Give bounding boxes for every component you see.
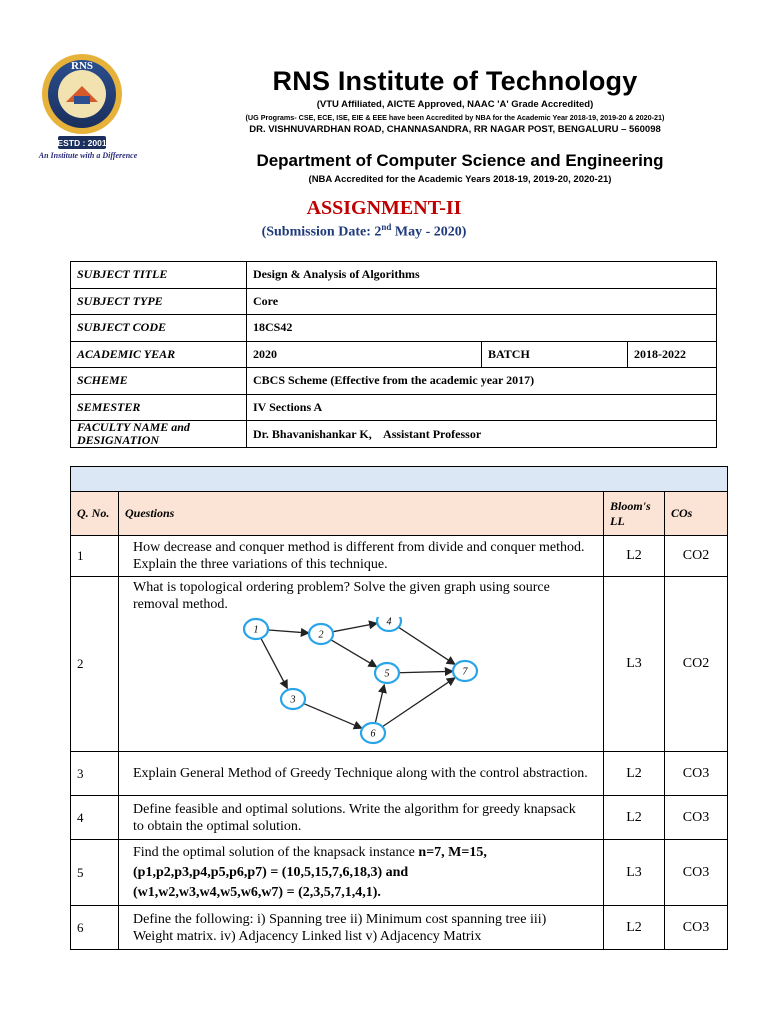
table-band — [71, 467, 728, 492]
subject-code-value: 18CS42 — [247, 315, 717, 342]
questions-table — [70, 466, 728, 950]
subject-title-label: SUBJECT TITLE — [71, 262, 247, 289]
department-title: Department of Computer Science and Engineering — [256, 151, 664, 170]
q5-text-n-m: n=7, M=15, — [418, 844, 487, 860]
graph-edge-6-7 — [382, 678, 455, 727]
q-course-outcome: CO3 — [665, 906, 728, 950]
info-row — [71, 421, 717, 448]
dept-accreditation: (NBA Accredited for the Academic Years 2018-19, 2019-20, 2020-21) — [308, 174, 612, 185]
table-header-row — [71, 492, 728, 536]
affiliation-text: (VTU Affiliated, AICTE Approved, NAAC 'A' Grade Accredited) — [316, 99, 594, 110]
info-row — [71, 288, 717, 315]
header-qno: Q. No. — [71, 492, 119, 536]
q5-profits: (p1,p2,p3,p4,p5,p6,p7) = (10,5,15,7,6,18,3) and — [133, 864, 409, 880]
graph-node-label: 5 — [384, 668, 390, 680]
graph-node-label: 1 — [253, 624, 259, 636]
academic-year-label: ACADEMIC YEAR — [71, 341, 247, 368]
q-bloom-level: L2 — [604, 796, 665, 840]
q-course-outcome: CO3 — [665, 840, 728, 906]
submission-date: (Submission Date: 2nd May - 2020) — [261, 222, 467, 240]
graph-edge-4-7 — [398, 627, 455, 664]
info-row — [71, 315, 717, 342]
info-row — [71, 368, 717, 395]
subject-title-value: Design & Analysis of Algorithms — [247, 262, 717, 289]
q-bloom-level: L2 — [604, 906, 665, 950]
batch-value: 2018-2022 — [628, 341, 717, 368]
q-text: Explain General Method of Greedy Technique along with the control abstraction. — [119, 752, 604, 796]
dag-graph-figure — [243, 617, 483, 747]
q-text-cell — [119, 577, 604, 752]
table-row — [71, 577, 728, 752]
table-row — [71, 840, 728, 906]
q-course-outcome: CO2 — [665, 536, 728, 577]
table-row — [71, 536, 728, 577]
q-text: Define the following: i) Spanning tree ii) Minimum cost spanning tree iii) Weight matrix. iv) Adjacency Linked list v) Adjacency Matrix — [119, 906, 604, 950]
semester-label: SEMESTER — [71, 394, 247, 421]
subject-code-label: SUBJECT CODE — [71, 315, 247, 342]
faculty-value: Dr. Bhavanishankar K, Assistant Professor — [247, 421, 717, 448]
q-text: What is topological ordering problem? Solve the given graph using source removal method. — [133, 580, 550, 612]
table-row — [71, 796, 728, 840]
graph-edge-2-4 — [332, 623, 377, 632]
semester-value: IV Sections A — [247, 394, 717, 421]
institute-name: RNS Institute of Technology — [272, 66, 638, 96]
q-text: How decrease and conquer method is different from divide and conquer method. Explain the three variations of this technique. — [119, 536, 604, 577]
q-text: Define feasible and optimal solutions. Write the algorithm for greedy knapsack to obtain the optimal solution. — [119, 796, 604, 840]
q-course-outcome: CO3 — [665, 796, 728, 840]
assignment-title: ASSIGNMENT-II — [306, 197, 462, 219]
ug-programs-text: (UG Programs- CSE, ECE, ISE, EIE & EEE have been Accredited by NBA for the Academic Year 2018-19, 2019-20 & 2020-21) — [245, 113, 665, 122]
header-cos: COs — [665, 492, 728, 536]
info-row — [71, 262, 717, 289]
graph-edge-1-2 — [267, 630, 309, 633]
q-number: 1 — [71, 536, 119, 577]
q-number: 2 — [71, 577, 119, 752]
graph-edge-3-6 — [303, 703, 362, 728]
q-number: 3 — [71, 752, 119, 796]
logo-top-text: RNS — [70, 60, 94, 72]
q-course-outcome: CO2 — [665, 577, 728, 752]
graph-node-label: 7 — [462, 666, 468, 678]
subject-info-table — [70, 261, 717, 448]
graph-node-label: 6 — [370, 728, 376, 740]
graph-node-label: 3 — [290, 694, 296, 706]
address-text: DR. VISHNUVARDHAN ROAD, CHANNASANDRA, RR NAGAR POST, BENGALURU – 560098 — [249, 124, 661, 135]
q-bloom-level: L3 — [604, 840, 665, 906]
subject-type-label: SUBJECT TYPE — [71, 288, 247, 315]
logo-estd: ESTD : 2001 — [57, 138, 107, 148]
graph-node-label: 4 — [386, 617, 392, 628]
header-blooms: Bloom's LL — [604, 492, 665, 536]
graph-edge-2-5 — [330, 640, 376, 667]
q-text — [119, 840, 604, 906]
header-questions: Questions — [119, 492, 604, 536]
academic-year-value: 2020 — [247, 341, 482, 368]
graph-edge-6-5 — [375, 685, 384, 723]
logo-tagline: An Institute with a Difference — [38, 151, 138, 160]
q-bloom-level: L3 — [604, 577, 665, 752]
graph-edge-1-3 — [261, 639, 287, 689]
scheme-label: SCHEME — [71, 368, 247, 395]
faculty-label: FACULTY NAME and DESIGNATION — [71, 421, 247, 448]
info-row — [71, 394, 717, 421]
scheme-value: CBCS Scheme (Effective from the academic year 2017) — [247, 368, 717, 395]
subject-type-value: Core — [247, 288, 717, 315]
table-row — [71, 752, 728, 796]
batch-label: BATCH — [482, 341, 628, 368]
college-logo — [26, 42, 150, 160]
q-number: 5 — [71, 840, 119, 906]
graph-edge-5-7 — [398, 671, 453, 672]
q-bloom-level: L2 — [604, 536, 665, 577]
graph-node-label: 2 — [318, 629, 324, 641]
q-number: 4 — [71, 796, 119, 840]
info-row — [71, 341, 717, 368]
q5-text-plain: Find the optimal solution of the knapsack instance — [133, 844, 419, 860]
table-row — [71, 906, 728, 950]
q-course-outcome: CO3 — [665, 752, 728, 796]
q5-weights: (w1,w2,w3,w4,w5,w6,w7) = (2,3,5,7,1,4,1). — [133, 884, 381, 900]
q-number: 6 — [71, 906, 119, 950]
q-bloom-level: L2 — [604, 752, 665, 796]
